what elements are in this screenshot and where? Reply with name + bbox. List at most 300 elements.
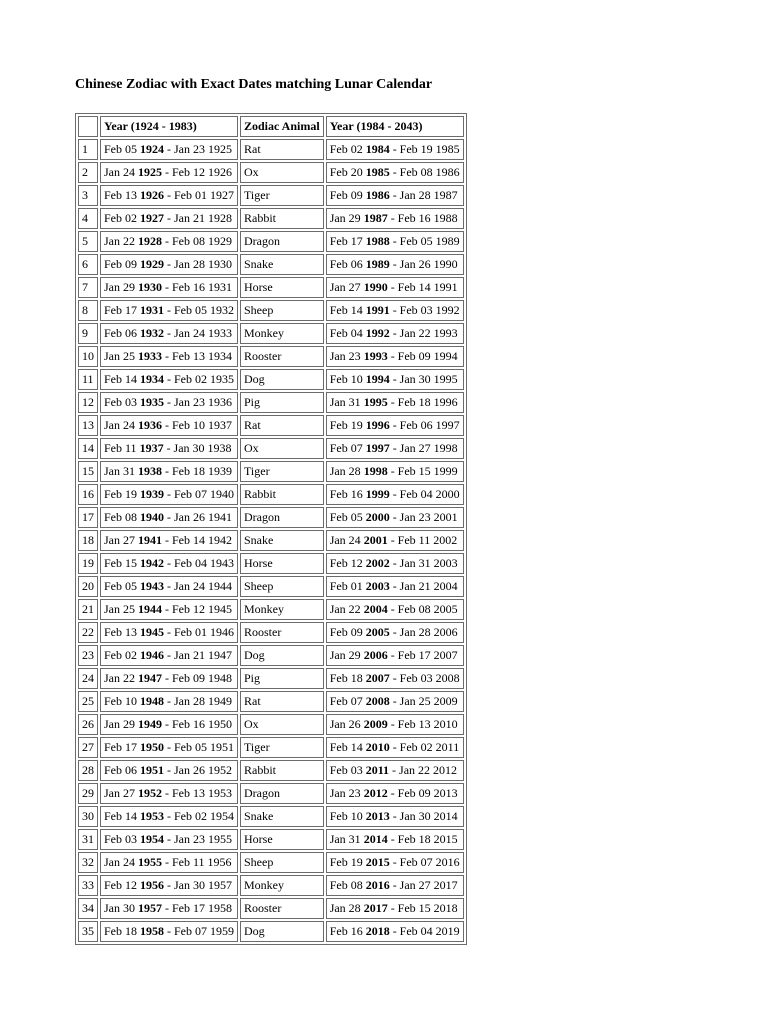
date-range-2 bbox=[326, 599, 464, 620]
table-row bbox=[78, 553, 464, 574]
table-row bbox=[78, 162, 464, 183]
end-date: - Feb 07 1940 bbox=[167, 487, 234, 501]
end-date: - Feb 03 1992 bbox=[392, 303, 460, 317]
lunar-year: 2001 bbox=[363, 533, 388, 547]
lunar-year: 1937 bbox=[139, 441, 164, 455]
start-date: Feb 07 bbox=[329, 694, 363, 708]
end-date: - Feb 13 1953 bbox=[165, 786, 232, 800]
start-date: Feb 10 bbox=[329, 809, 363, 823]
lunar-year: 1943 bbox=[140, 579, 164, 593]
lunar-year: 1924 bbox=[140, 142, 164, 156]
date-range-1 bbox=[100, 599, 238, 620]
date-range-2 bbox=[326, 852, 464, 873]
end-date: - Feb 15 2018 bbox=[390, 901, 458, 915]
start-date: Jan 24 bbox=[104, 418, 135, 432]
lunar-year: 2013 bbox=[365, 809, 390, 823]
date-range-1 bbox=[100, 300, 238, 321]
lunar-year: 2002 bbox=[365, 556, 390, 570]
date-range-2 bbox=[326, 484, 464, 505]
date-range-1 bbox=[100, 162, 238, 183]
lunar-year: 1994 bbox=[365, 372, 390, 386]
start-date: Feb 05 bbox=[104, 579, 137, 593]
start-date: Feb 18 bbox=[104, 924, 137, 938]
end-date: - Feb 13 2010 bbox=[390, 717, 458, 731]
end-date: - Feb 08 2005 bbox=[390, 602, 458, 616]
lunar-year: 2012 bbox=[363, 786, 388, 800]
zodiac-animal: Pig bbox=[240, 392, 324, 413]
table-row bbox=[78, 438, 464, 459]
row-number: 25 bbox=[78, 691, 98, 712]
date-range-1 bbox=[100, 783, 238, 804]
lunar-year: 2009 bbox=[363, 717, 388, 731]
start-date: Jan 25 bbox=[104, 349, 135, 363]
end-date: - Jan 28 1987 bbox=[392, 188, 458, 202]
start-date: Feb 11 bbox=[104, 441, 137, 455]
table-row bbox=[78, 921, 464, 942]
zodiac-animal: Monkey bbox=[240, 599, 324, 620]
row-number: 27 bbox=[78, 737, 98, 758]
date-range-1 bbox=[100, 484, 238, 505]
row-number: 17 bbox=[78, 507, 98, 528]
end-date: - Feb 02 1935 bbox=[167, 372, 234, 386]
end-date: - Feb 05 1932 bbox=[167, 303, 234, 317]
table-row bbox=[78, 461, 464, 482]
date-range-2 bbox=[326, 323, 464, 344]
lunar-year: 2006 bbox=[363, 648, 388, 662]
zodiac-animal: Rabbit bbox=[240, 208, 324, 229]
lunar-year: 1934 bbox=[140, 372, 164, 386]
zodiac-animal: Tiger bbox=[240, 461, 324, 482]
table-row bbox=[78, 415, 464, 436]
lunar-year: 2007 bbox=[365, 671, 390, 685]
end-date: - Feb 05 1951 bbox=[167, 740, 234, 754]
table-row bbox=[78, 392, 464, 413]
table-row bbox=[78, 484, 464, 505]
end-date: - Feb 02 1954 bbox=[167, 809, 234, 823]
end-date: - Feb 09 2013 bbox=[390, 786, 458, 800]
start-date: Feb 14 bbox=[329, 303, 363, 317]
date-range-1 bbox=[100, 622, 238, 643]
row-number: 20 bbox=[78, 576, 98, 597]
start-date: Feb 17 bbox=[104, 303, 137, 317]
header-year-range-1: Year (1924 - 1983) bbox=[100, 116, 238, 137]
lunar-year: 2005 bbox=[365, 625, 390, 639]
table-row bbox=[78, 783, 464, 804]
date-range-1 bbox=[100, 553, 238, 574]
date-range-2 bbox=[326, 300, 464, 321]
end-date: - Feb 16 1950 bbox=[165, 717, 232, 731]
row-number: 18 bbox=[78, 530, 98, 551]
start-date: Feb 06 bbox=[104, 763, 137, 777]
end-date: - Feb 05 1989 bbox=[392, 234, 460, 248]
date-range-2 bbox=[326, 898, 464, 919]
lunar-year: 1987 bbox=[363, 211, 388, 225]
end-date: - Feb 18 1939 bbox=[165, 464, 232, 478]
start-date: Feb 13 bbox=[104, 625, 137, 639]
end-date: - Jan 26 1952 bbox=[167, 763, 232, 777]
start-date: Feb 18 bbox=[329, 671, 363, 685]
end-date: - Jan 22 1993 bbox=[392, 326, 458, 340]
end-date: - Feb 06 1997 bbox=[392, 418, 460, 432]
zodiac-animal: Ox bbox=[240, 714, 324, 735]
end-date: - Jan 30 1938 bbox=[166, 441, 232, 455]
zodiac-animal: Ox bbox=[240, 162, 324, 183]
lunar-year: 1992 bbox=[365, 326, 390, 340]
end-date: - Feb 04 2000 bbox=[392, 487, 460, 501]
lunar-year: 1932 bbox=[140, 326, 164, 340]
zodiac-animal: Ox bbox=[240, 438, 324, 459]
row-number: 22 bbox=[78, 622, 98, 643]
lunar-year: 1926 bbox=[140, 188, 164, 202]
date-range-2 bbox=[326, 392, 464, 413]
date-range-2 bbox=[326, 139, 464, 160]
start-date: Feb 09 bbox=[104, 257, 137, 271]
end-date: - Jan 26 1990 bbox=[392, 257, 458, 271]
end-date: - Jan 24 1944 bbox=[167, 579, 232, 593]
date-range-2 bbox=[326, 806, 464, 827]
row-number: 5 bbox=[78, 231, 98, 252]
zodiac-animal: Rabbit bbox=[240, 484, 324, 505]
start-date: Feb 04 bbox=[329, 326, 363, 340]
table-row bbox=[78, 737, 464, 758]
row-number: 2 bbox=[78, 162, 98, 183]
lunar-year: 1928 bbox=[138, 234, 162, 248]
zodiac-animal: Tiger bbox=[240, 185, 324, 206]
row-number: 31 bbox=[78, 829, 98, 850]
lunar-year: 2003 bbox=[365, 579, 390, 593]
zodiac-animal: Rooster bbox=[240, 346, 324, 367]
table-row bbox=[78, 760, 464, 781]
date-range-1 bbox=[100, 231, 238, 252]
zodiac-animal: Rat bbox=[240, 139, 324, 160]
lunar-year: 1953 bbox=[140, 809, 164, 823]
start-date: Feb 01 bbox=[329, 579, 363, 593]
date-range-1 bbox=[100, 760, 238, 781]
date-range-1 bbox=[100, 898, 238, 919]
lunar-year: 1938 bbox=[138, 464, 162, 478]
date-range-1 bbox=[100, 346, 238, 367]
date-range-2 bbox=[326, 530, 464, 551]
end-date: - Feb 17 2007 bbox=[390, 648, 458, 662]
end-date: - Feb 11 2002 bbox=[390, 533, 458, 547]
lunar-year: 1997 bbox=[365, 441, 390, 455]
end-date: - Jan 21 1928 bbox=[167, 211, 232, 225]
date-range-1 bbox=[100, 806, 238, 827]
start-date: Jan 31 bbox=[104, 464, 135, 478]
zodiac-animal: Dog bbox=[240, 645, 324, 666]
lunar-year: 1989 bbox=[365, 257, 390, 271]
start-date: Jan 27 bbox=[329, 280, 361, 294]
start-date: Feb 09 bbox=[329, 188, 363, 202]
zodiac-animal: Tiger bbox=[240, 737, 324, 758]
end-date: - Feb 04 2019 bbox=[392, 924, 460, 938]
start-date: Jan 27 bbox=[104, 786, 135, 800]
zodiac-animal: Snake bbox=[240, 806, 324, 827]
row-number: 3 bbox=[78, 185, 98, 206]
date-range-1 bbox=[100, 415, 238, 436]
start-date: Feb 03 bbox=[104, 395, 137, 409]
start-date: Jan 29 bbox=[329, 211, 361, 225]
lunar-year: 2000 bbox=[365, 510, 390, 524]
end-date: - Feb 18 1996 bbox=[390, 395, 458, 409]
end-date: - Jan 26 1941 bbox=[167, 510, 232, 524]
end-date: - Jan 25 2009 bbox=[392, 694, 458, 708]
start-date: Jan 28 bbox=[329, 464, 361, 478]
table-row bbox=[78, 691, 464, 712]
start-date: Jan 28 bbox=[329, 901, 361, 915]
start-date: Feb 02 bbox=[329, 142, 363, 156]
lunar-year: 1990 bbox=[363, 280, 388, 294]
start-date: Feb 14 bbox=[104, 809, 137, 823]
end-date: - Jan 22 2012 bbox=[392, 763, 458, 777]
zodiac-animal: Snake bbox=[240, 254, 324, 275]
start-date: Jan 23 bbox=[329, 349, 361, 363]
date-range-1 bbox=[100, 691, 238, 712]
lunar-year: 1949 bbox=[138, 717, 162, 731]
start-date: Jan 31 bbox=[329, 832, 361, 846]
end-date: - Feb 16 1931 bbox=[165, 280, 232, 294]
end-date: - Jan 27 1998 bbox=[392, 441, 458, 455]
date-range-2 bbox=[326, 737, 464, 758]
date-range-1 bbox=[100, 369, 238, 390]
end-date: - Feb 04 1943 bbox=[167, 556, 234, 570]
zodiac-animal: Rooster bbox=[240, 898, 324, 919]
lunar-year: 1936 bbox=[138, 418, 162, 432]
end-date: - Jan 23 1925 bbox=[167, 142, 232, 156]
row-number: 8 bbox=[78, 300, 98, 321]
zodiac-animal: Rat bbox=[240, 691, 324, 712]
lunar-year: 1925 bbox=[138, 165, 162, 179]
lunar-year: 1955 bbox=[138, 855, 162, 869]
row-number: 32 bbox=[78, 852, 98, 873]
lunar-year: 1995 bbox=[363, 395, 388, 409]
date-range-1 bbox=[100, 576, 238, 597]
lunar-year: 1939 bbox=[140, 487, 164, 501]
start-date: Feb 15 bbox=[104, 556, 137, 570]
lunar-year: 1946 bbox=[140, 648, 164, 662]
lunar-year: 1984 bbox=[365, 142, 390, 156]
start-date: Jan 27 bbox=[104, 533, 135, 547]
lunar-year: 1988 bbox=[365, 234, 390, 248]
date-range-1 bbox=[100, 185, 238, 206]
header-year-range-2: Year (1984 - 2043) bbox=[326, 116, 464, 137]
date-range-2 bbox=[326, 346, 464, 367]
date-range-2 bbox=[326, 553, 464, 574]
row-number: 33 bbox=[78, 875, 98, 896]
lunar-year: 1985 bbox=[365, 165, 390, 179]
table-row bbox=[78, 277, 464, 298]
end-date: - Jan 23 2001 bbox=[392, 510, 458, 524]
end-date: - Jan 28 1949 bbox=[167, 694, 232, 708]
date-range-2 bbox=[326, 668, 464, 689]
date-range-2 bbox=[326, 760, 464, 781]
table-row bbox=[78, 829, 464, 850]
date-range-2 bbox=[326, 622, 464, 643]
date-range-2 bbox=[326, 438, 464, 459]
table-row bbox=[78, 714, 464, 735]
lunar-year: 1929 bbox=[140, 257, 164, 271]
lunar-year: 1931 bbox=[140, 303, 164, 317]
end-date: - Feb 03 2008 bbox=[392, 671, 460, 685]
start-date: Jan 29 bbox=[104, 280, 135, 294]
row-number: 30 bbox=[78, 806, 98, 827]
lunar-year: 2017 bbox=[363, 901, 388, 915]
lunar-year: 2016 bbox=[365, 878, 390, 892]
zodiac-animal: Horse bbox=[240, 277, 324, 298]
page-title: Chinese Zodiac with Exact Dates matching Lunar Calendar bbox=[75, 77, 433, 92]
date-range-2 bbox=[326, 576, 464, 597]
zodiac-animal: Dog bbox=[240, 369, 324, 390]
end-date: - Jan 23 1936 bbox=[167, 395, 232, 409]
table-row bbox=[78, 645, 464, 666]
lunar-year: 2010 bbox=[365, 740, 390, 754]
end-date: - Feb 17 1958 bbox=[165, 901, 232, 915]
zodiac-animal: Monkey bbox=[240, 875, 324, 896]
zodiac-animal: Horse bbox=[240, 829, 324, 850]
end-date: - Feb 09 1994 bbox=[390, 349, 458, 363]
start-date: Feb 12 bbox=[329, 556, 363, 570]
lunar-year: 2004 bbox=[363, 602, 388, 616]
start-date: Feb 16 bbox=[329, 487, 363, 501]
table-row bbox=[78, 185, 464, 206]
date-range-1 bbox=[100, 323, 238, 344]
end-date: - Feb 12 1945 bbox=[165, 602, 232, 616]
start-date: Jan 29 bbox=[104, 717, 135, 731]
row-number: 11 bbox=[78, 369, 98, 390]
lunar-year: 1941 bbox=[138, 533, 162, 547]
table-row bbox=[78, 323, 464, 344]
lunar-year: 1991 bbox=[365, 303, 390, 317]
row-number: 10 bbox=[78, 346, 98, 367]
table-row bbox=[78, 530, 464, 551]
start-date: Jan 22 bbox=[104, 671, 135, 685]
lunar-year: 1999 bbox=[365, 487, 390, 501]
start-date: Jan 24 bbox=[104, 855, 135, 869]
end-date: - Jan 30 1995 bbox=[392, 372, 458, 386]
date-range-2 bbox=[326, 208, 464, 229]
date-range-1 bbox=[100, 921, 238, 942]
zodiac-animal: Sheep bbox=[240, 300, 324, 321]
zodiac-animal: Sheep bbox=[240, 852, 324, 873]
lunar-year: 1947 bbox=[138, 671, 162, 685]
table-row bbox=[78, 599, 464, 620]
date-range-1 bbox=[100, 438, 238, 459]
start-date: Jan 24 bbox=[104, 165, 135, 179]
start-date: Feb 14 bbox=[104, 372, 137, 386]
table-row bbox=[78, 231, 464, 252]
zodiac-animal: Dragon bbox=[240, 507, 324, 528]
date-range-1 bbox=[100, 714, 238, 735]
lunar-year: 1950 bbox=[140, 740, 164, 754]
end-date: - Feb 11 1956 bbox=[165, 855, 232, 869]
table-row bbox=[78, 507, 464, 528]
table-row bbox=[78, 576, 464, 597]
end-date: - Feb 10 1937 bbox=[165, 418, 232, 432]
end-date: - Jan 31 2003 bbox=[392, 556, 458, 570]
row-number: 15 bbox=[78, 461, 98, 482]
zodiac-animal: Rooster bbox=[240, 622, 324, 643]
zodiac-animal: Dragon bbox=[240, 231, 324, 252]
date-range-1 bbox=[100, 392, 238, 413]
end-date: - Feb 14 1942 bbox=[165, 533, 232, 547]
start-date: Feb 12 bbox=[104, 878, 137, 892]
date-range-2 bbox=[326, 369, 464, 390]
start-date: Feb 08 bbox=[329, 878, 363, 892]
start-date: Feb 20 bbox=[329, 165, 363, 179]
row-number: 7 bbox=[78, 277, 98, 298]
zodiac-animal: Snake bbox=[240, 530, 324, 551]
start-date: Feb 19 bbox=[329, 418, 363, 432]
end-date: - Jan 30 2014 bbox=[392, 809, 458, 823]
table-row bbox=[78, 346, 464, 367]
lunar-year: 2015 bbox=[365, 855, 390, 869]
lunar-year: 1956 bbox=[140, 878, 164, 892]
lunar-year: 1933 bbox=[138, 349, 162, 363]
table-row bbox=[78, 254, 464, 275]
date-range-2 bbox=[326, 645, 464, 666]
date-range-1 bbox=[100, 668, 238, 689]
zodiac-animal: Dragon bbox=[240, 783, 324, 804]
start-date: Jan 29 bbox=[329, 648, 361, 662]
end-date: - Jan 21 1947 bbox=[167, 648, 232, 662]
start-date: Jan 31 bbox=[329, 395, 361, 409]
end-date: - Jan 23 1955 bbox=[167, 832, 232, 846]
table-row bbox=[78, 208, 464, 229]
table-row bbox=[78, 622, 464, 643]
lunar-year: 1993 bbox=[363, 349, 388, 363]
header-number bbox=[78, 116, 98, 137]
date-range-1 bbox=[100, 254, 238, 275]
date-range-1 bbox=[100, 737, 238, 758]
start-date: Feb 05 bbox=[329, 510, 363, 524]
lunar-year: 1986 bbox=[365, 188, 390, 202]
row-number: 1 bbox=[78, 139, 98, 160]
date-range-2 bbox=[326, 691, 464, 712]
date-range-1 bbox=[100, 530, 238, 551]
start-date: Feb 19 bbox=[104, 487, 137, 501]
start-date: Feb 02 bbox=[104, 648, 137, 662]
row-number: 12 bbox=[78, 392, 98, 413]
end-date: - Feb 15 1999 bbox=[390, 464, 458, 478]
table-row bbox=[78, 300, 464, 321]
lunar-year: 2014 bbox=[363, 832, 388, 846]
start-date: Feb 13 bbox=[104, 188, 137, 202]
start-date: Feb 08 bbox=[104, 510, 137, 524]
date-range-1 bbox=[100, 852, 238, 873]
end-date: - Feb 02 2011 bbox=[392, 740, 460, 754]
start-date: Feb 19 bbox=[329, 855, 363, 869]
start-date: Jan 22 bbox=[104, 234, 135, 248]
end-date: - Feb 12 1926 bbox=[165, 165, 232, 179]
row-number: 26 bbox=[78, 714, 98, 735]
lunar-year: 1940 bbox=[140, 510, 164, 524]
date-range-2 bbox=[326, 415, 464, 436]
table-row bbox=[78, 898, 464, 919]
start-date: Feb 06 bbox=[329, 257, 363, 271]
row-number: 4 bbox=[78, 208, 98, 229]
date-range-1 bbox=[100, 208, 238, 229]
start-date: Feb 06 bbox=[104, 326, 137, 340]
end-date: - Jan 21 2004 bbox=[392, 579, 458, 593]
zodiac-animal: Rat bbox=[240, 415, 324, 436]
table-row bbox=[78, 852, 464, 873]
header-zodiac-animal: Zodiac Animal bbox=[240, 116, 324, 137]
lunar-year: 1957 bbox=[138, 901, 162, 915]
table-row bbox=[78, 369, 464, 390]
row-number: 13 bbox=[78, 415, 98, 436]
start-date: Jan 23 bbox=[329, 786, 361, 800]
row-number: 9 bbox=[78, 323, 98, 344]
